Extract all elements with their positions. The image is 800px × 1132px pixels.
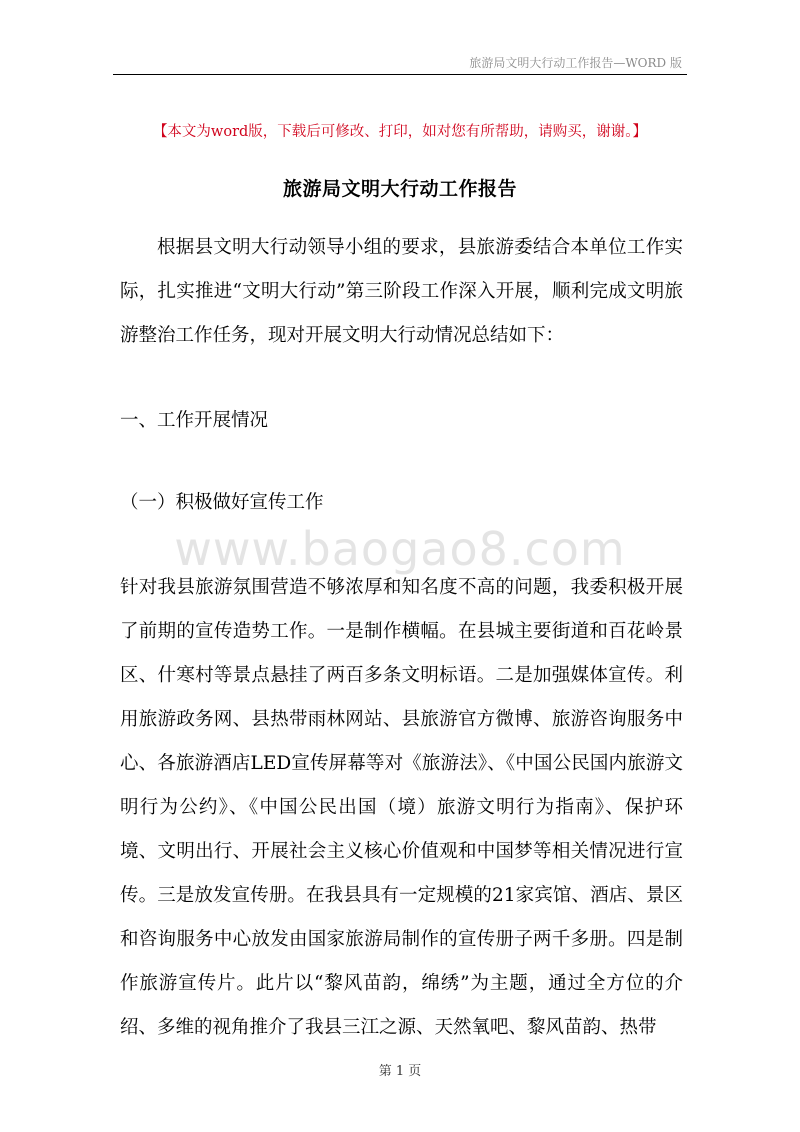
- page-number: 第 1 页: [378, 1064, 422, 1079]
- watermark: www.baogao8.com: [174, 522, 626, 576]
- subsection-heading: （一）积极做好宣传工作: [120, 492, 324, 513]
- section-heading: 一、工作开展情况: [120, 410, 269, 431]
- header-divider: [113, 74, 687, 75]
- purchase-notice: 【本文为word版，下载后可修改、打印，如对您有所帮助，请购买，谢谢。】: [152, 124, 648, 140]
- header-title: 旅游局文明大行动工作报告—WORD 版: [469, 56, 682, 70]
- intro-paragraph: 根据县文明大行动领导小组的要求，县旅游委结合本单位工作实际，扎实推进“文明大行动”第三阶段工作深入开展，顺利完成文明旅游整治工作任务，现对开展文明大行动情况总结如下：: [120, 237, 683, 346]
- body-paragraph: 针对我县旅游氛围营造不够浓厚和知名度不高的问题，我委积极开展了前期的宣传造势工作。一是制作横幅。在县城主要街道和百花岭景区、什寒村等景点悬挂了两百多条文明标语。二是加强媒体宣传。利用旅游政务网、县热带雨林网站、县旅游官方微博、旅游咨询服务中心、各旅游酒店LED宣传屏幕等对《旅游法》、《中国公民国内旅游文明行为公约》、《中国公民出国（境）旅游文明行为指南》、保护环境、文明出行、开展社会主义核心价值观和中国梦等相关情况进行宣传。三是放发宣传册。在我县具有一定规模的21家宾馆、酒店、景区和咨询服务中心放发由国家旅游局制作的宣传册子两千多册。四是制作旅游宣传片。此片以“黎风苗韵，绵绣”为主题，通过全方位的介绍、多维的视角推介了我县三江之源、天然氧吧、黎风苗韵、热带: [120, 577, 683, 1038]
- document-title: 旅游局文明大行动工作报告: [282, 178, 517, 200]
